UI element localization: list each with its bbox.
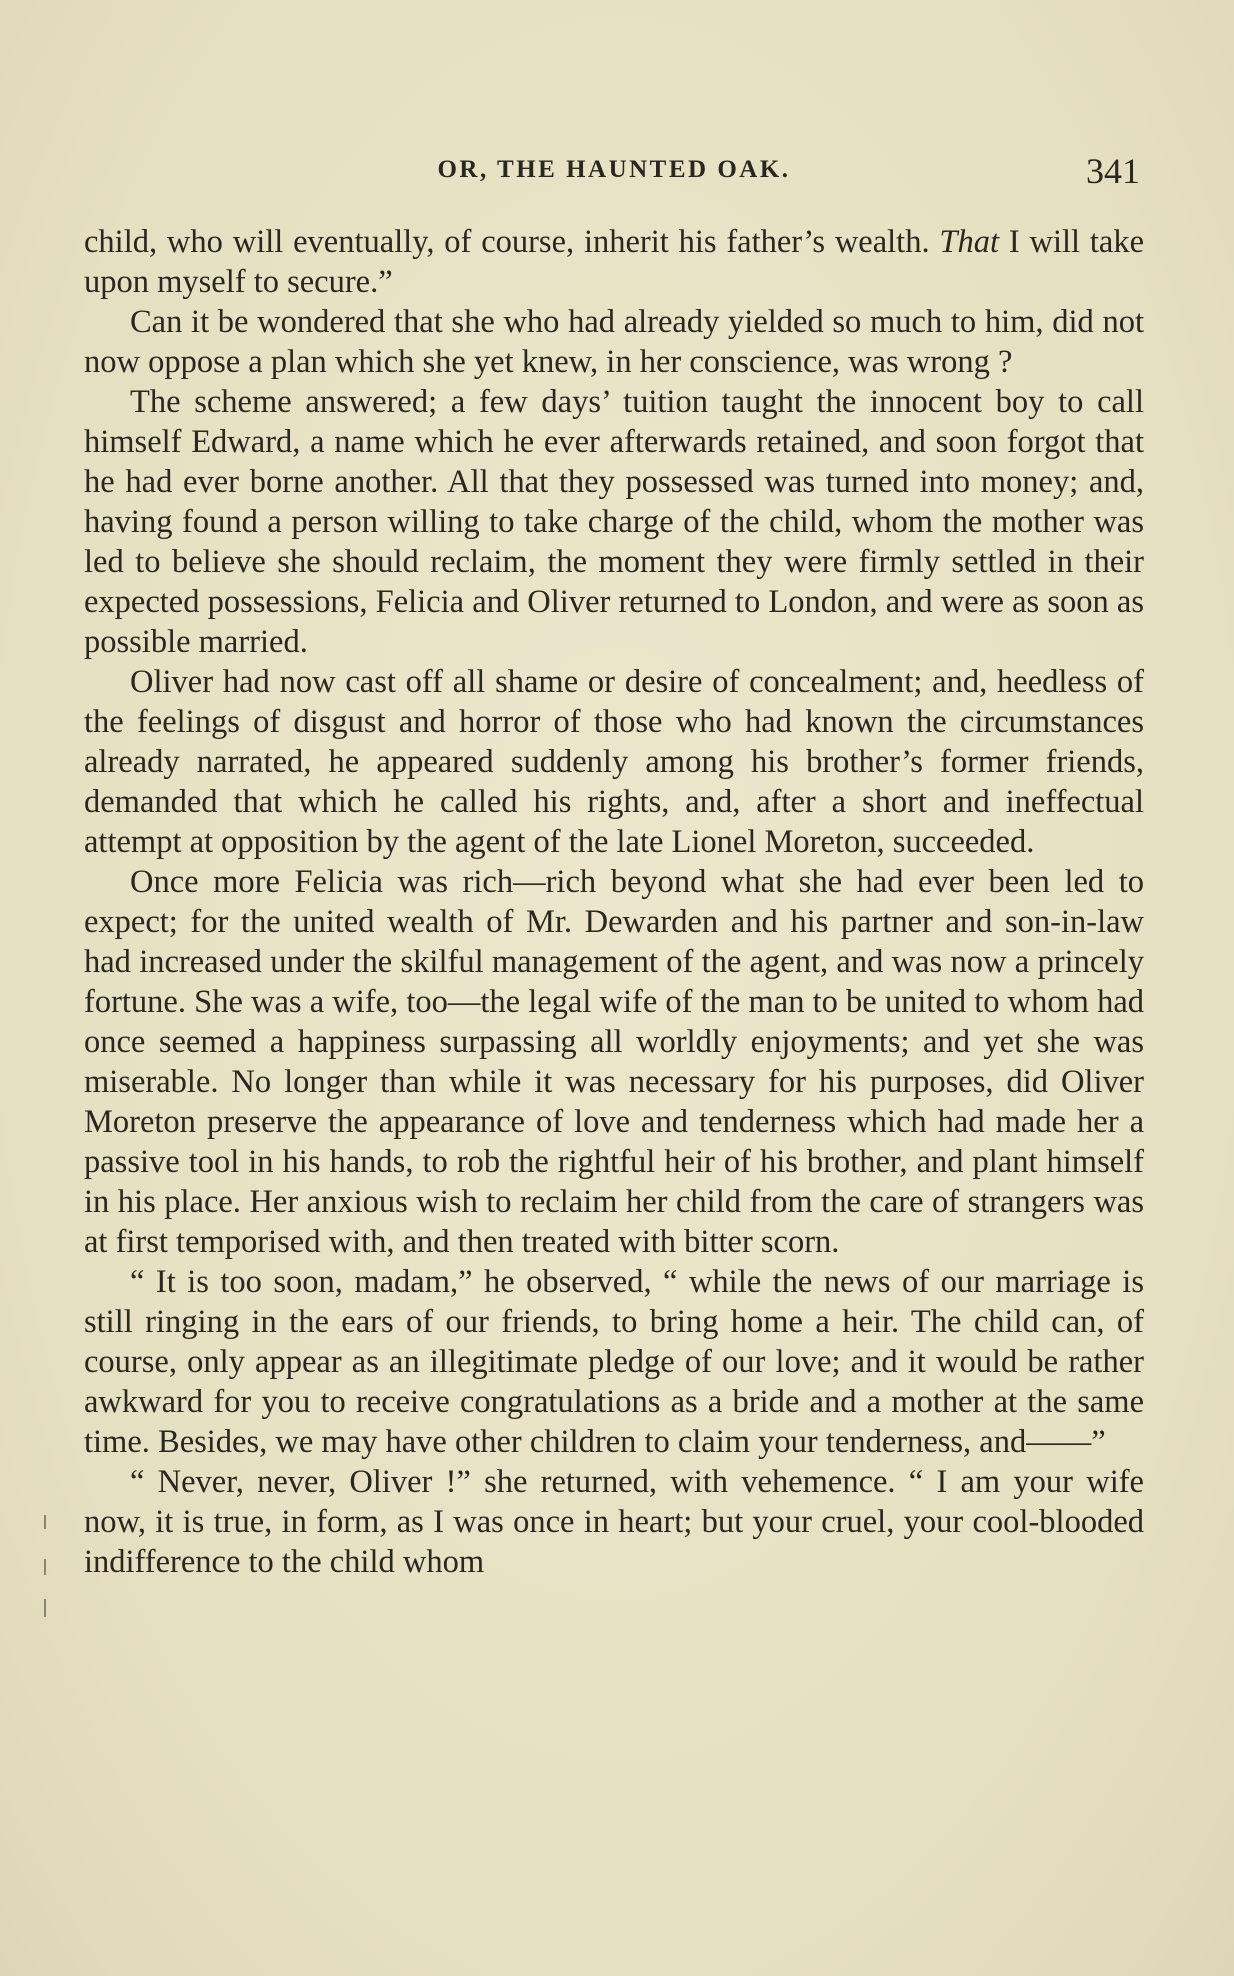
text-run: Once more Felicia was rich—rich beyond what she had ever been led to expect; for the united wealth of Mr. Dewarden and his partner and son-in-law had increased under the skilful management of the agent, and was now a princely fortune. She was a wife, too—the legal wife of the man to be united to whom had once seemed a happiness surpassing all worldly enjoyments; and yet she was miserable. No longer than while it was necessary for his purposes, did Oliver Moreton preserve the appearance of love and tenderness which had made her a passive tool in his hands, to rob the rightful heir of his brother, and plant himself in his place. Her anxious wish to reclaim her child from the care of strangers was at first temporised with, and then treated with bitter scorn. xyxy=(84,864,1144,1260)
body-text xyxy=(84,222,1144,1582)
paragraph xyxy=(84,1462,1144,1582)
text-run: “ Never, never, Oliver !” she returned, with vehemence. “ I am your wife now, it is true, in form, as I was once in heart; but your cruel, your cool-blooded indifference to the child whom xyxy=(84,1464,1144,1580)
text-run: “ It is too soon, madam,” he observed, “ while the news of our marriage is still ringing in the ears of our friends, to bring home a heir. The child can, of course, only appear as an illegitimate pledge of our love; and it would be rather awkward for you to receive congratulations as a bride and a mother at the same time. Besides, we may have other children to claim your tenderness, and——” xyxy=(84,1264,1144,1460)
paragraph xyxy=(84,1262,1144,1462)
text-run: Oliver had now cast off all shame or desire of concealment; and, heedless of the feelings of disgust and horror of those who had known the circumstances already narrated, he appeared suddenly among his brother’s former friends, demanded that which he called his rights, and, after a short and ineffectual attempt at opposition by the agent of the late Lionel Moreton, succeeded. xyxy=(84,664,1144,860)
margin-marks xyxy=(44,1515,48,1635)
page-header xyxy=(84,150,1144,194)
running-head: OR, THE HAUNTED OAK. xyxy=(437,156,791,183)
paragraph xyxy=(84,382,1144,662)
paragraph xyxy=(84,662,1144,862)
text-run: Can it be wondered that she who had already yielded so much to him, did not now oppose a plan which she yet knew, in her conscience, was wrong ? xyxy=(84,304,1144,380)
paragraph xyxy=(84,862,1144,1262)
paragraph xyxy=(84,222,1144,302)
text-run: The scheme answered; a few days’ tuition taught the innocent boy to call himself Edward, a name which he ever afterwards retained, and soon forgot that he had ever borne another. All that they possessed was turned into money; and, having found a person willing to take charge of the child, whom the mother was led to believe she should reclaim, the moment they were firmly settled in their expected possessions, Felicia and Oliver returned to London, and were as soon as possible married. xyxy=(84,384,1144,660)
page-number: 341 xyxy=(1086,151,1140,191)
text-run: child, who will eventually, of course, inherit his father’s wealth. xyxy=(84,224,940,260)
text-run: I will take upon myself to secure.” xyxy=(84,224,1145,300)
italic-text: That xyxy=(939,224,1000,260)
paragraph xyxy=(84,302,1144,382)
